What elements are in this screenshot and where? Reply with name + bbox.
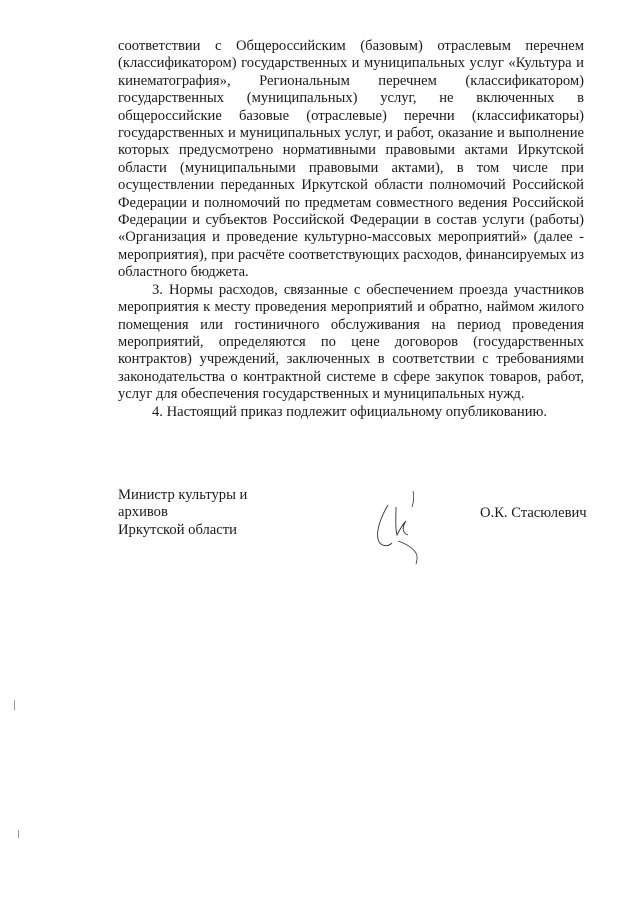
scan-margin-mark	[14, 700, 15, 710]
clause-4-paragraph: 4. Настоящий приказ подлежит официальному опубликованию.	[152, 403, 548, 420]
document-body	[118, 38, 584, 421]
signatory-title	[118, 487, 298, 539]
continuation-paragraph: соответствии с Общероссийским (базовым) отраслевым перечнем (классификатором) государственных и муниципальных услуг «Культура и кинематография», Региональным перечнем (классификатором) государственных (муниципальных) услуг, не включенных в общероссийские базовые (отраслевые) перечни (классификаторы) государственных и муниципальных услуг, и работ, оказание и выполнение которых предусмотрено нормативными правовыми актами Иркутской области (муниципальными правовыми актами), в том числе при осуществлении переданных Иркутской области полномочий Российской Федерации и полномочий по предметам совместного ведения Российской Федерации и субъектов Российской Федерации в состав услуги (работы) «Организация и проведение культурно-массовых мероприятий» (далее - мероприятия), при расчёте соответствующих расходов, финансируемых из областного бюджета.	[118, 38, 584, 281]
signatory-title-line2: Иркутской области	[118, 521, 237, 538]
scan-margin-mark	[18, 830, 19, 838]
handwritten-signature	[368, 485, 428, 565]
signatory-title-line1: Министр культуры и архивов	[118, 487, 248, 521]
signatory-name: О.К. Стасюлевич	[480, 505, 587, 521]
clause-3-paragraph: 3. Нормы расходов, связанные с обеспечением проезда участников мероприятия к месту проведения мероприятий и обратно, наймом жилого помещения или гостиничного обслуживания на период проведения мероприятий, определяются по цене договоров (государственных контрактов) учреждений, заключенных в соответствии с требованиями законодательства о контрактной системе в сфере закупок товаров, работ, услуг для обеспечения государственных и муниципальных нужд.	[118, 281, 584, 403]
